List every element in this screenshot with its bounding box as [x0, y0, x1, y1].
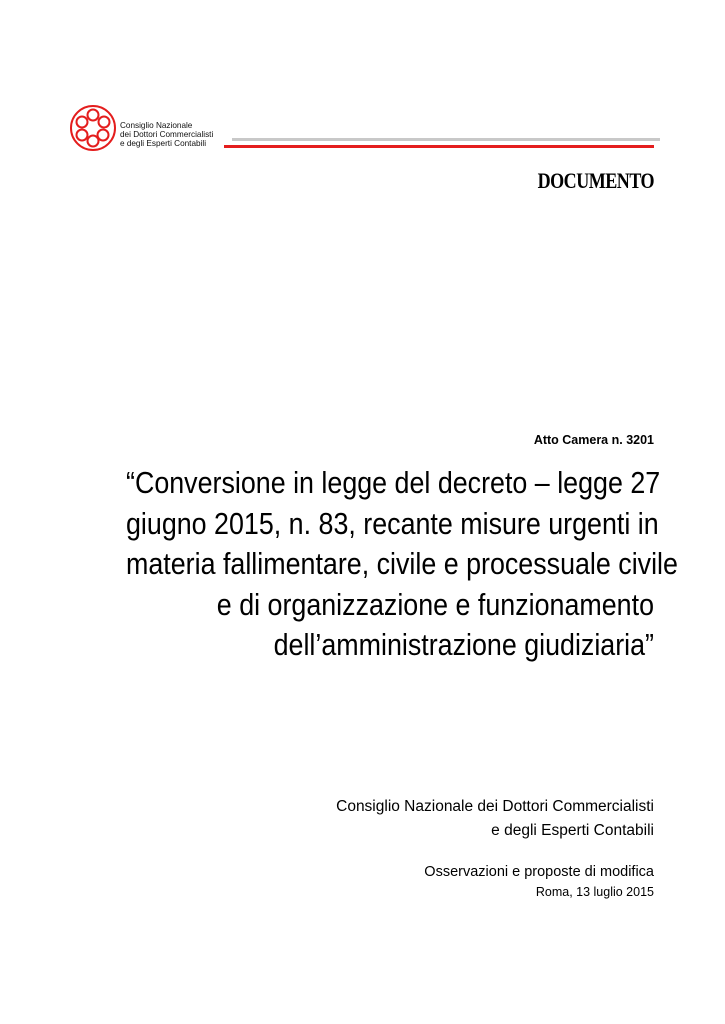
title-line: giugno 2015, n. 83, recante misure urgenti in [126, 506, 659, 541]
org-line: e degli Esperti Contabili [120, 139, 207, 149]
title-line: dell’amministrazione giudiziaria” [273, 628, 654, 662]
document-title [126, 463, 678, 666]
title-line: e di organizzazione e funzionamento [216, 587, 654, 622]
header-rule-grey [232, 138, 660, 141]
place-date: Roma, 13 luglio 2015 [535, 885, 654, 899]
title-line: “Conversione in legge del decreto – legge 27 [126, 466, 661, 500]
act-reference: Atto Camera n. 3201 [533, 433, 654, 447]
document-label: DOCUMENTO [537, 168, 654, 193]
issuer-line: e degli Esperti Contabili [491, 822, 654, 839]
header-rule-red [224, 145, 654, 148]
issuer-line: Consiglio Nazionale dei Dottori Commercialisti [336, 798, 654, 815]
document-subtitle: Osservazioni e proposte di modifica [424, 864, 654, 880]
organization-name [120, 121, 213, 149]
cndcec-logo-icon [68, 103, 118, 153]
issuer [336, 795, 654, 843]
org-line: Consiglio Nazionale [120, 121, 193, 130]
title-line: materia fallimentare, civile e processuale civile [126, 547, 678, 581]
org-line: dei Dottori Commercialisti [120, 130, 214, 140]
